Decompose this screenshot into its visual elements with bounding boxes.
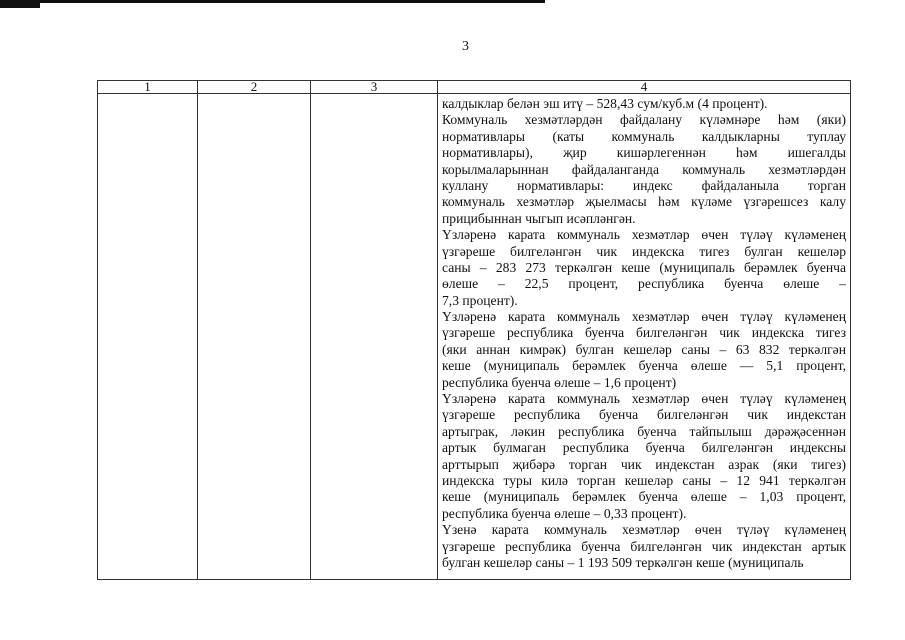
text-line: республика буенча өлеше – 0,33 процент). <box>442 505 687 521</box>
text-line: корылмаларыннан файдаланганда коммуналь хезмәтләрдән <box>442 161 846 177</box>
text-line: 7,3 процент). <box>442 292 518 308</box>
document-table <box>97 80 851 580</box>
table-header-row <box>98 81 851 94</box>
text-line: Үзләренә карата коммуналь хезмәтләр өчен түләү күләменең <box>442 309 846 325</box>
paragraph <box>442 522 846 571</box>
column-header-4: 4 <box>438 81 851 94</box>
text-line: Үзенә карата коммуналь хезмәтләр өчен түләү күләменең <box>442 522 846 538</box>
table-row <box>98 94 851 580</box>
column-header-3: 3 <box>311 81 438 94</box>
text-line: артыграк, ләкин республика буенча тайпылыш дәрәҗәсеннән <box>442 423 846 439</box>
text-line: республика буенча өлеше – 1,6 процент) <box>442 374 677 390</box>
cell-col-2 <box>198 94 311 580</box>
paragraph <box>442 227 846 309</box>
scan-artifact-mark <box>0 0 40 8</box>
text-line: артык булмаган республика буенча билгеләнгән индексны <box>442 440 846 456</box>
text-line: калдыклар белән эш итү – 528,43 сум/куб.м (4 процент). <box>442 96 768 111</box>
text-line: (яки аннан кимрәк) булган кешеләр саны – 63 832 теркәлгән <box>442 341 846 357</box>
text-line: Үзләренә карата коммуналь хезмәтләр өчен түләү күләменең <box>442 227 846 243</box>
text-line: куллану нормативлары: индекс файдаланыла торган <box>442 177 846 193</box>
text-line: кеше (муниципаль берәмлек буенча өлеше — 5,1 процент, <box>442 358 846 374</box>
scan-artifact-bar <box>0 0 545 3</box>
column-header-1: 1 <box>98 81 198 94</box>
text-line: арттырып җибәрә торган чик индекстан азрак (яки тигез) <box>442 456 846 472</box>
cell-col-1 <box>98 94 198 580</box>
text-line: булган кешеләр саны – 1 193 509 теркәлгән кеше (муниципаль <box>442 554 804 570</box>
paragraph <box>442 391 846 522</box>
column-header-2: 2 <box>198 81 311 94</box>
text-line: саны – 283 273 теркәлгән кеше (муниципаль берәмлек буенча <box>442 259 846 275</box>
text-line: үзгәреше билгеләнгән чик индекска тигез булган кешеләр <box>442 243 846 259</box>
text-line: коммуналь хезмәтләр җыелмасы һәм күләме үзгәрешсез калу <box>442 194 846 210</box>
text-line: үзгәреше республика буенча билгеләнгән чик индекстан артык <box>442 538 846 554</box>
paragraph <box>442 112 846 227</box>
text-line: Коммуналь хезмәтләрдән файдалану күләмнәре һәм (яки) <box>442 112 846 128</box>
text-line: нормативлары (каты коммуналь калдыкларны туплау <box>442 128 846 144</box>
text-line: нормативлары), җир кишәрлегеннән һәм ишегалды <box>442 145 846 161</box>
text-line: кеше (муниципаль берәмлек буенча өлеше – 1,03 процент, <box>442 489 846 505</box>
text-line: прицибыннан чыгып исәпләнгән. <box>442 210 636 226</box>
paragraph <box>442 309 846 391</box>
page-number: 3 <box>462 39 469 54</box>
text-line: өлеше – 22,5 процент, республика буенча өлеше – <box>442 276 846 292</box>
cell-col-3 <box>311 94 438 580</box>
text-line: Үзләренә карата коммуналь хезмәтләр өчен түләү күләменең <box>442 391 846 407</box>
text-line: үзгәреше республика буенча билгеләнгән чик индекстан <box>442 407 846 423</box>
cell-col-4 <box>438 94 851 580</box>
paragraph <box>442 96 846 112</box>
text-line: индекска туры килә торган кешеләр саны – 12 941 теркәлгән <box>442 472 846 488</box>
text-line: үзгәреше республика буенча билгеләнгән чик индекска тигез <box>442 325 846 341</box>
